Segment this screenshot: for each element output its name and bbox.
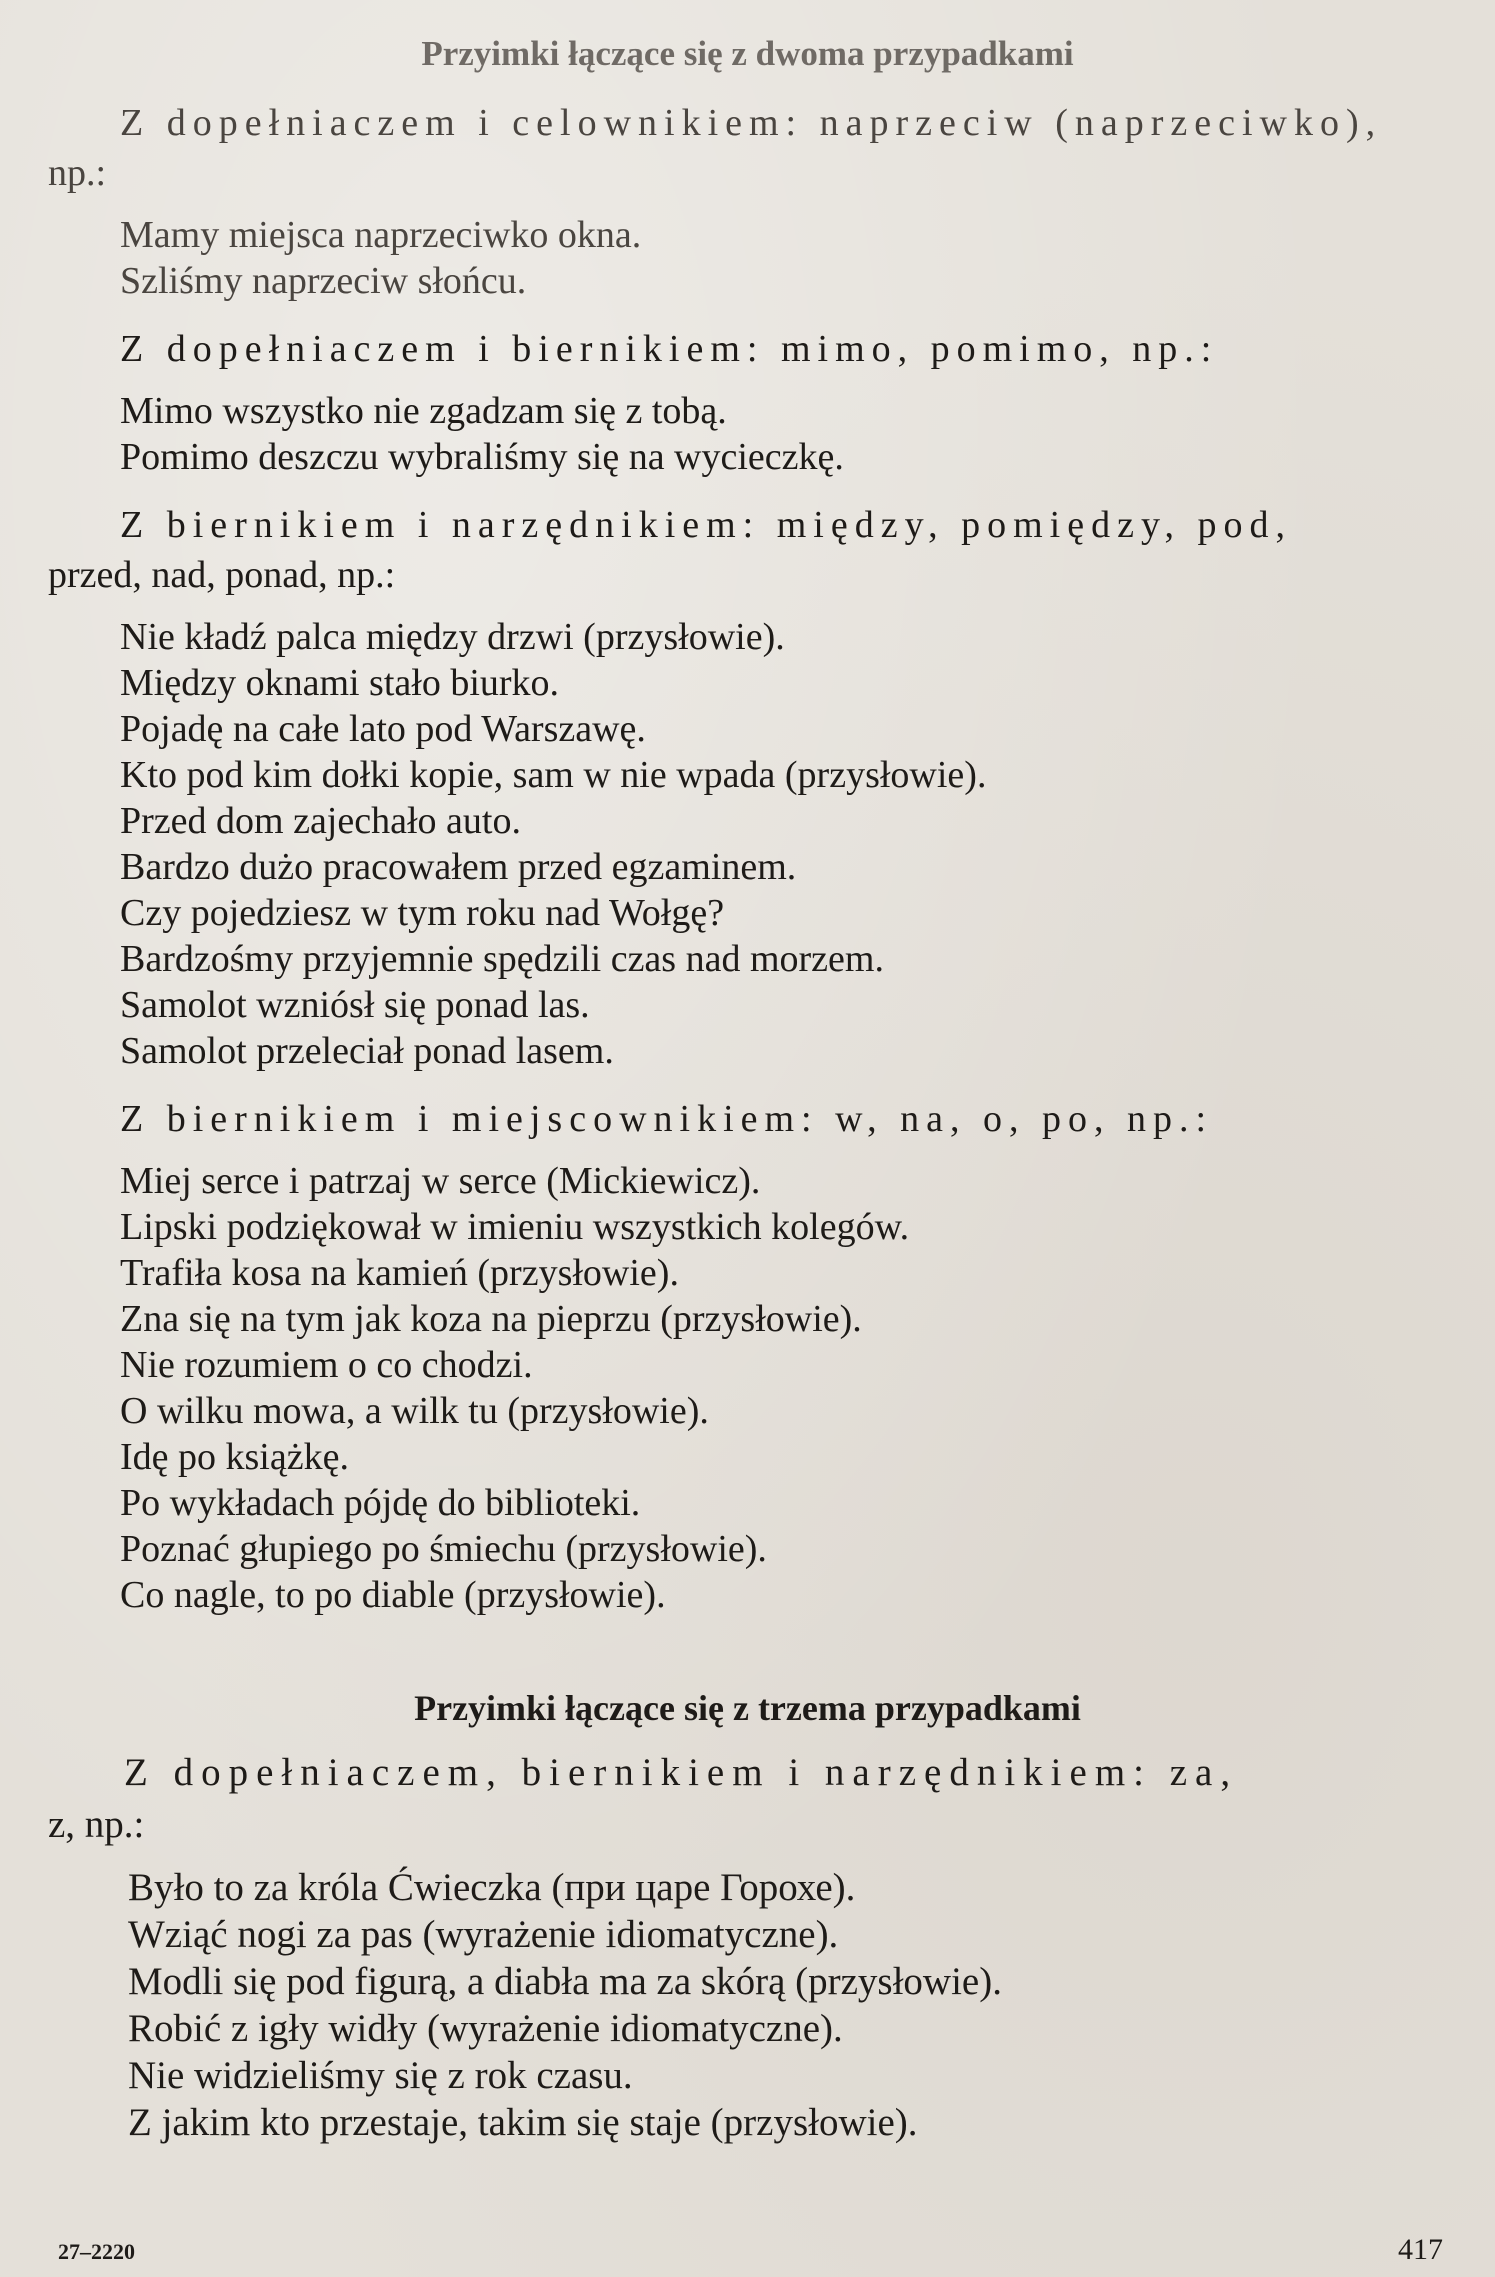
example-line: Robić z igły widły (wyrażenie idiomatyczne). (128, 2007, 843, 2050)
example-line: Samolot wzniósł się ponad las. (120, 984, 590, 1026)
example-line: Było to za króla Ćwieczka (при царе Горохе). (128, 1866, 856, 1909)
examples-accusative-locative (40, 1158, 1455, 1618)
example-line: Lipski podziękował w imieniu wszystkich kolegów. (120, 1206, 910, 1248)
rule-accusative-instrumental: Z biernikiem i narzędnikiem: między, pomiędzy, pod, (120, 504, 1292, 546)
rule-genitive-accusative-instrumental-cont: z, np.: (48, 1803, 145, 1846)
example-line: Zna się na tym jak koza na pieprzu (przysłowie). (120, 1298, 862, 1340)
page-number: 417 (1398, 2233, 1443, 2266)
section-heading-two-cases: Przyimki łączące się z dwoma przypadkami (421, 34, 1074, 73)
rule-genitive-dative: Z dopełniaczem i celownikiem: naprzeciw (naprzeciwko), (120, 102, 1383, 144)
rule-genitive-accusative: Z dopełniaczem i biernikiem: mimo, pomimo, np.: (120, 328, 1219, 370)
example-line: Wziąć nogi za pas (wyrażenie idiomatyczne). (128, 1913, 839, 1956)
example-line: Czy pojedziesz w tym roku nad Wołgę? (120, 892, 725, 934)
examples-genitive-accusative (40, 388, 1455, 480)
example-line: Idę po książkę. (120, 1436, 349, 1478)
example-line: Samolot przeleciał ponad lasem. (120, 1030, 614, 1072)
example-line: Poznać głupiego po śmiechu (przysłowie). (120, 1528, 767, 1570)
examples-accusative-instrumental (40, 614, 1455, 1074)
example-line: Z jakim kto przestaje, takim się staje (przysłowie). (128, 2101, 918, 2144)
rule-accusative-locative: Z biernikiem i miejscownikiem: w, na, o, po, np.: (120, 1098, 1214, 1140)
example-line: Bardzo dużo pracowałem przed egzaminem. (120, 846, 797, 888)
example-line: Modli się pod figurą, a diabła ma za skórą (przysłowie). (128, 1960, 1002, 2003)
example-line: Mimo wszystko nie zgadzam się z tobą. (120, 390, 727, 432)
section-three-cases (40, 1684, 1455, 2146)
rule-genitive-accusative-instrumental: Z dopełniaczem, biernikiem i narzędnikiem: za, (124, 1751, 1239, 1794)
print-signature: 27–2220 (58, 2239, 135, 2264)
example-line: Kto pod kim dołki kopie, sam w nie wpada (przysłowie). (120, 754, 987, 796)
example-line: Mamy miejsca naprzeciwko okna. (120, 214, 642, 256)
examples-genitive-dative (40, 212, 1455, 304)
example-line: Miej serce i patrzaj w serce (Mickiewicz). (120, 1160, 761, 1202)
example-line: Co nagle, to po diable (przysłowie). (120, 1574, 666, 1616)
section-heading-three-cases: Przyimki łączące się z trzema przypadkami (414, 1688, 1081, 1728)
example-line: Pomimo deszczu wybraliśmy się na wycieczkę. (120, 436, 844, 478)
example-line: Trafiła kosa na kamień (przysłowie). (120, 1252, 679, 1294)
example-line: Po wykładach pójdę do biblioteki. (120, 1482, 641, 1524)
example-line: Między oknami stało biurko. (120, 662, 560, 704)
example-line: O wilku mowa, a wilk tu (przysłowie). (120, 1390, 709, 1432)
example-line: Nie rozumiem o co chodzi. (120, 1344, 533, 1386)
example-line: Nie kładź palca między drzwi (przysłowie). (120, 616, 785, 658)
rule-accusative-instrumental-cont: przed, nad, ponad, np.: (48, 554, 396, 596)
example-line: Przed dom zajechało auto. (120, 800, 521, 842)
page-footer (58, 2235, 1443, 2267)
example-line: Nie widzieliśmy się z rok czasu. (128, 2054, 633, 2097)
examples-three-cases (40, 1864, 1455, 2146)
example-line: Szliśmy naprzeciw słońcu. (120, 260, 527, 302)
rule-genitive-dative-cont: np.: (48, 152, 107, 194)
example-line: Pojadę na całe lato pod Warszawę. (120, 708, 646, 750)
example-line: Bardzośmy przyjemnie spędzili czas nad morzem. (120, 938, 884, 980)
